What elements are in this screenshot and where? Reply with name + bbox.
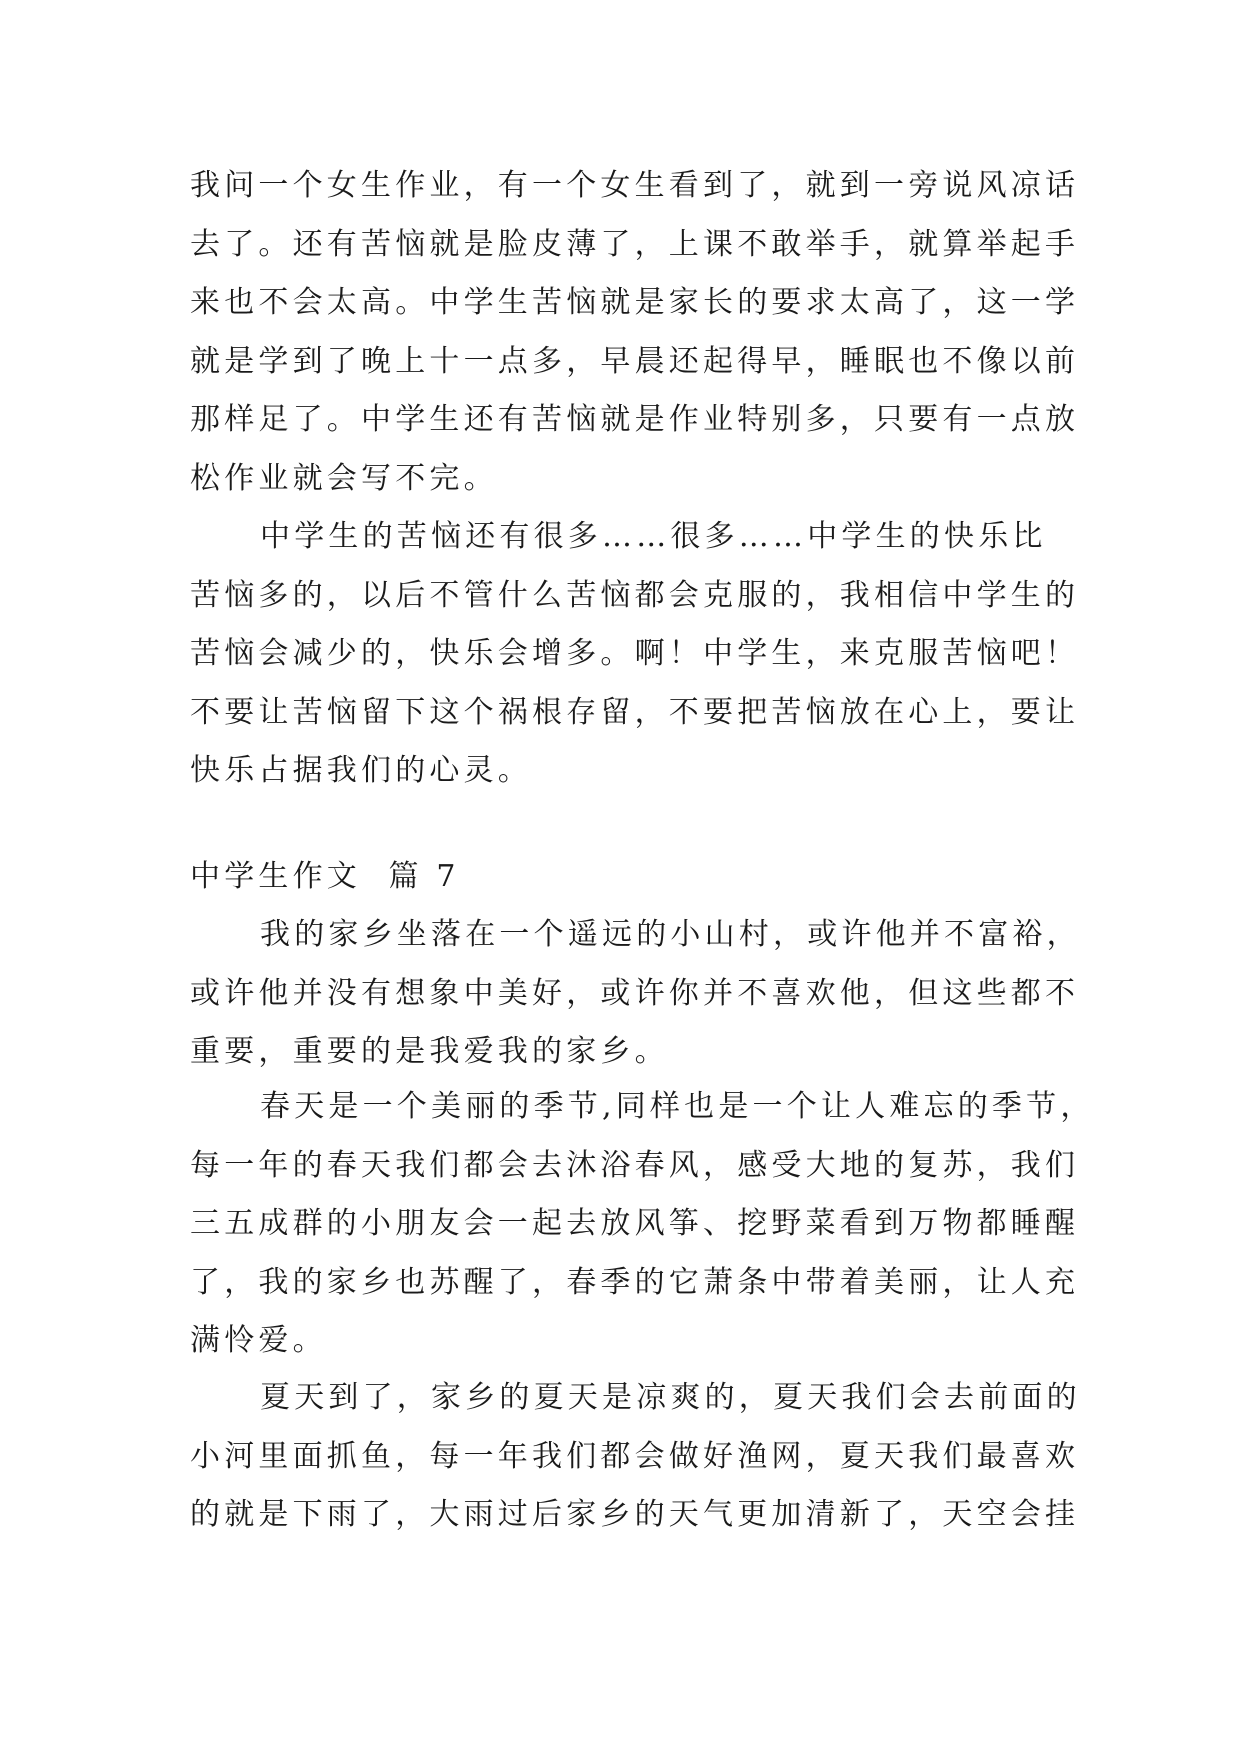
text-line: 我问一个女生作业，有一个女生看到了，就到一旁说风凉话 (190, 168, 1080, 203)
text-line: 苦恼会减少的，快乐会增多。啊！中学生，来克服苦恼吧！ (190, 636, 1080, 671)
text-line: 快乐占据我们的心灵。 (190, 753, 532, 788)
text-line: 了，我的家乡也苏醒了，春季的它萧条中带着美丽，让人充 (190, 1264, 1080, 1300)
paragraph-5 (190, 1369, 1081, 1545)
text-line: 苦恼多的，以后不管什么苦恼都会克服的，我相信中学生的 (190, 577, 1080, 613)
text-line: 那样足了。中学生还有苦恼就是作业特别多，只要有一点放 (190, 402, 1080, 437)
text-line: 不要让苦恼留下这个祸根存留，不要把苦恼放在心上，要让 (190, 694, 1080, 730)
text-line: 我的家乡坐落在一个遥远的小山村，或许他并不富裕， (260, 917, 1081, 952)
text-line: 就是学到了晚上十一点多，早晨还起得早，睡眠也不像以前 (190, 343, 1080, 379)
text-line: 春天是一个美丽的季节,同样也是一个让人难忘的季节， (260, 1089, 1095, 1124)
text-line: 或许他并没有想象中美好，或许你并不喜欢他，但这些都不 (190, 975, 1080, 1011)
text-line: 每一年的春天我们都会去沐浴春风，感受大地的复苏，我们 (190, 1147, 1080, 1183)
text-line: 中学生的苦恼还有很多……很多……中学生的快乐比 (260, 519, 1047, 554)
text-line: 的就是下雨了，大雨过后家乡的天气更加清新了，天空会挂 (190, 1497, 1080, 1532)
paragraph-2 (190, 508, 1080, 801)
text-line: 松作业就会写不完。 (190, 460, 498, 496)
text-line: 小河里面抓鱼，每一年我们都会做好渔网，夏天我们最喜欢 (190, 1438, 1080, 1474)
paragraph-4 (190, 1078, 1095, 1371)
text-line: 重要，重要的是我爱我的家乡。 (190, 1034, 669, 1069)
text-line: 来也不会太高。中学生苦恼就是家长的要求太高了，这一学 (190, 285, 1080, 320)
text-line: 去了。还有苦恼就是脸皮薄了，上课不敢举手，就算举起手 (190, 226, 1080, 262)
text-line: 满怜爱。 (190, 1323, 327, 1358)
text-line: 夏天到了，家乡的夏天是凉爽的，夏天我们会去前面的 (260, 1380, 1081, 1415)
section-heading: 中学生作文 篇 7 (190, 859, 460, 894)
paragraph-1 (190, 157, 1080, 508)
text-line: 三五成群的小朋友会一起去放风筝、挖野菜看到万物都睡醒 (190, 1206, 1080, 1241)
paragraph-3 (190, 906, 1081, 1082)
